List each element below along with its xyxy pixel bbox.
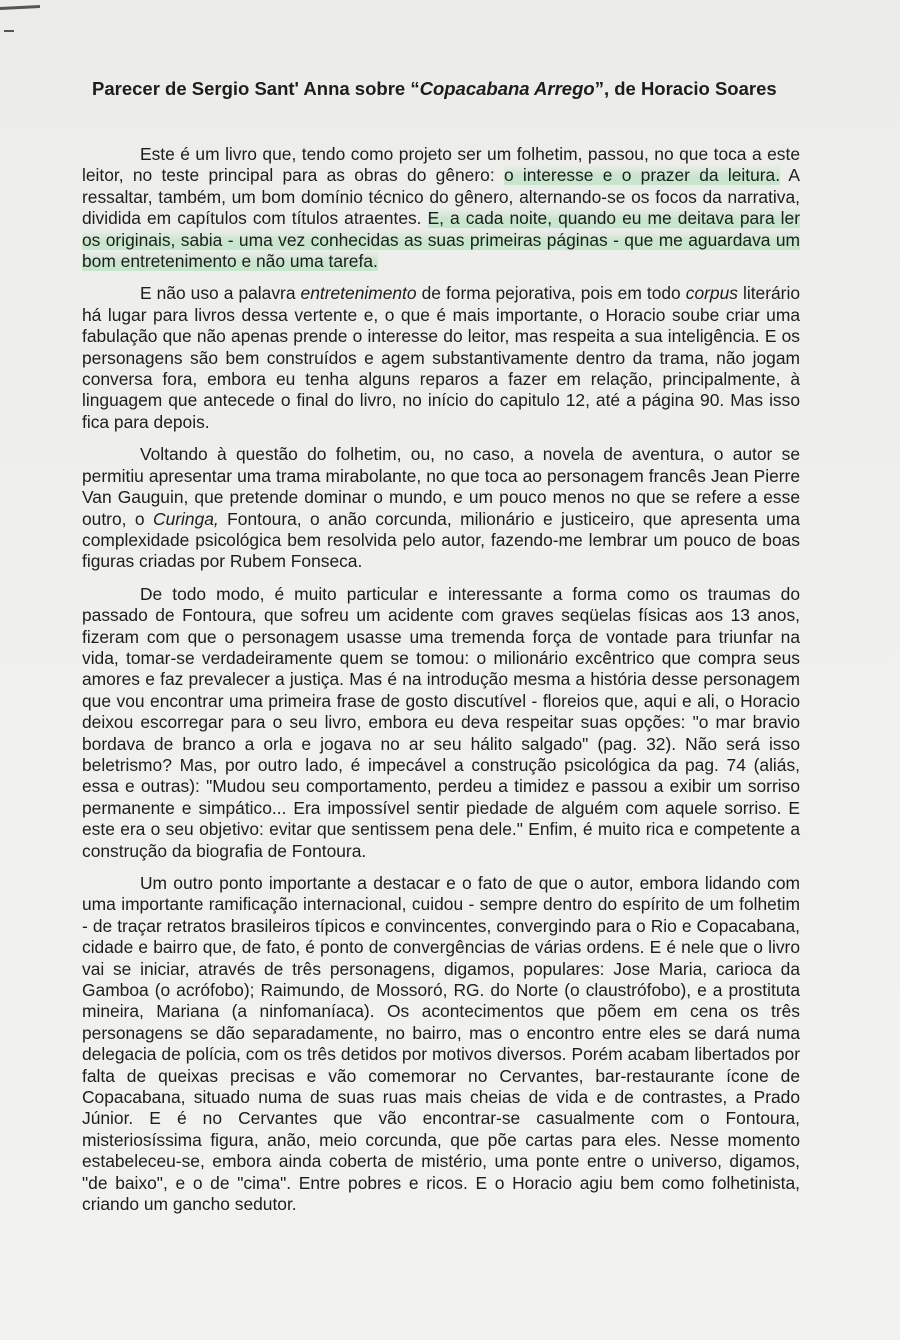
paragraph-3-text-c: Fontoura, o anão corcunda, milionário e justiceiro, que apresenta uma complexidade psicológica bem resolvida pelo autor, fazendo-me lembrar um pouco de boas figuras criadas por Rubem Fonseca. <box>82 508 800 572</box>
paragraph-3-text-a: Voltando à questão do folhetim, ou, no caso, a novela de aventura, o autor se permitiu apresentar uma trama mirabolante, no que toca ao personagem francês Jean Pierre Van Gauguin, que pretende dominar o mundo, e um pouco menos no que se refere a esse outro, o <box>82 444 800 529</box>
paragraph-2-text-c: de forma pejorativa, pois em todo <box>416 283 686 304</box>
paragraph-2-text-a: E não uso a palavra <box>140 283 301 304</box>
title-suffix: ”, de Horacio Soares <box>594 78 777 99</box>
title-book-name: Copacabana Arrego <box>419 78 595 99</box>
paragraph-3-italic-curinga: Curinga, <box>153 508 219 529</box>
paragraph-1-text-a: Este é um livro que, tendo como projeto ser um folhetim, passou, no que toca a este leitor, no teste principal para as obras do gênero: <box>82 144 800 186</box>
document-body <box>82 144 800 1216</box>
document-title <box>92 78 800 100</box>
paragraph-2-text-e: literário há lugar para livros dessa vertente e, o que é mais importante, o Horacio soube criar uma fabulação que não apenas prende o interesse do leitor, mas respeita a sua inteligência. E os personagens são bem construídos e agem substantivamente dentro da trama, não jogam conversa fora, embora eu tenha alguns reparos a fazer em relação, principalmente, à linguagem que antecede o final do livro, no início do capitulo 12, até a página 90. Mas isso fica para depois. <box>82 283 801 432</box>
paragraph-1 <box>82 144 800 272</box>
paragraph-5: Um outro ponto importante a destacar e o fato de que o autor, embora lidando com uma importante ramificação internacional, cuidou - sempre dentro do espírito de um folhetim - de traçar retratos brasileiros típicos e convincentes, convergindo para o Rio e Copacabana, cidade e bairro que, de fato, é ponto de convergências de várias ordens. E é nele que o livro vai se iniciar, através de três personagens, digamos, populares: Jose Maria, carioca da Gamboa (o acrófobo); Raimundo, de Mossoró, RG. do Norte (o claustrófobo), e a prostituta mineira, Mariana (a ninfomaníaca). Os acontecimentos que põem em cena os três personagens se dão separadamente, no bairro, mas o encontro entre eles se dará numa delegacia de polícia, com os três detidos por motivos diversos. Porém acabam libertados por falta de queixas precisas e vão comemorar no Cervantes, bar-restaurante ícone de Copacabana, situado numa de suas ruas mais cheias de vida e de contrastes, a Prado Júnior. E é no Cervantes que vão encontrar-se casualmente com o Fontoura, misteriosíssima figura, anão, meio corcunda, que põe cartas para eles. Nesse momento estabeleceu-se, embora ainda coberta de mistério, uma ponte entre o universo, digamos, "de baixo", e o de "cima". Entre pobres e ricos. E o Horacio agiu bem como folhetinista, criando um gancho sedutor. <box>82 873 800 1215</box>
paragraph-3 <box>82 444 800 572</box>
highlighted-text: E, a cada noite, quando eu me deitava para ler os originais, sabia - uma vez conhecidas as suas primeiras páginas - que me aguardava um bom entretenimento e não uma tarefa. <box>82 208 800 272</box>
paragraph-2-italic-entretenimento: entretenimento <box>300 283 417 304</box>
pen-mark <box>0 5 40 10</box>
title-prefix: Parecer de Sergio Sant' Anna sobre “ <box>92 78 420 99</box>
paragraph-2 <box>82 283 800 433</box>
paragraph-2-italic-corpus: corpus <box>685 283 738 304</box>
paragraph-4: De todo modo, é muito particular e interessante a forma como os traumas do passado de Fontoura, que sofreu um acidente com graves seqüelas físicas aos 13 anos, fizeram com que o personagem usasse uma tremenda força de vontade para triunfar na vida, tomar-se verdadeiramente quem se tomou: o milionário excêntrico que compra seus amores e faz prevalecer a justiça. Mas é na introdução mesma a história desse personagem que vou encontrar uma primeira frase de gosto discutível - floreios que, aqui e ali, o Horacio deixou escorregar para o seu livro, embora eu deva respeitar suas opções: "o mar bravio bordava de branco a orla e jogava no ar seu hálito salgado" (pag. 32). Não será isso beletrismo? Mas, por outro lado, é impecável a construção psicológica da pag. 74 (aliás, essa e outras): "Mudou seu comportamento, perdeu a timidez e passou a exibir um sorriso permanente e simpático... Era impossível sentir piedade de alguém com aquele sorriso. E este era o seu objetivo: evitar que sentissem pena dele." Enfim, é muito rica e competente a construção da biografia de Fontoura. <box>82 583 800 861</box>
paragraph-1-text-c: A ressaltar, também, um bom domínio técnico do gênero, alternando-se os focos da narrativa, dividida em capítulos com títulos atraentes. <box>82 165 800 229</box>
highlighted-text: o interesse e o prazer da leitura. <box>503 165 781 186</box>
pen-mark-small <box>4 30 14 32</box>
